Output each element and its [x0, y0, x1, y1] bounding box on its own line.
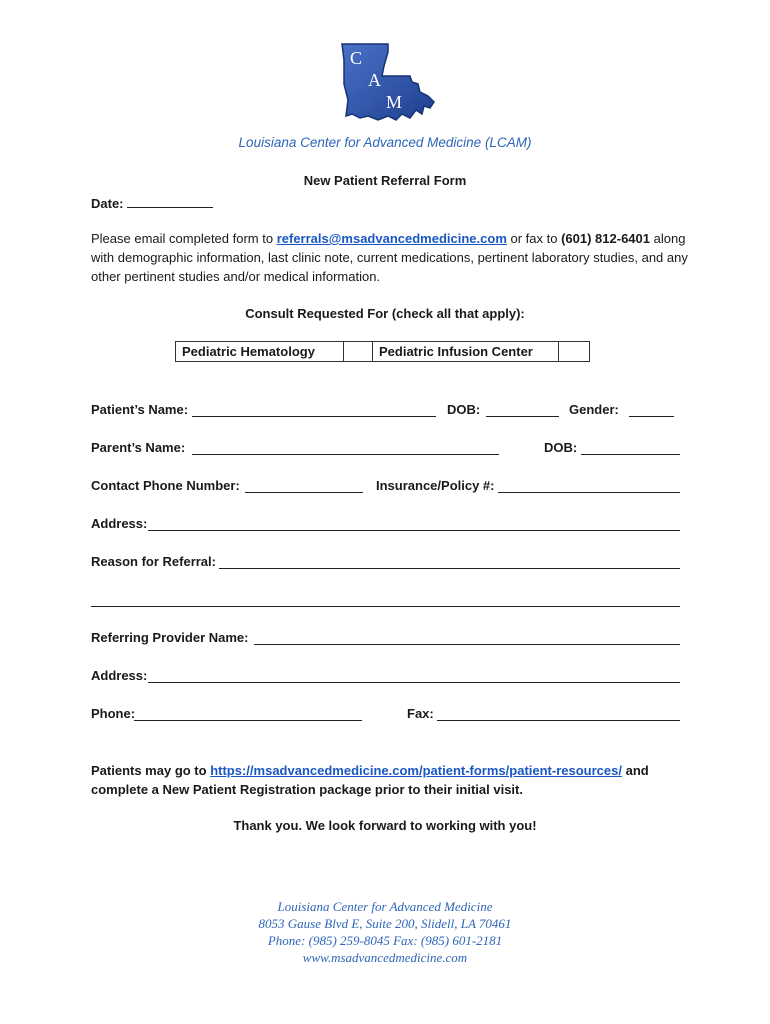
contact-row	[91, 478, 680, 496]
referring-provider-row	[91, 630, 680, 648]
contact-phone-label: Contact Phone Number:	[91, 478, 240, 493]
logo-letter-m: M	[386, 92, 403, 112]
date-field[interactable]	[91, 193, 213, 211]
intro-text-2: or fax to	[506, 231, 562, 246]
logo-letter-c: C	[350, 48, 363, 68]
footer-phone-fax: Phone: (985) 259-8045 Fax: (985) 601-2181	[267, 933, 503, 948]
phone-label: Phone:	[91, 706, 136, 721]
phone-input[interactable]	[134, 706, 362, 721]
footer	[0, 898, 770, 966]
parent-dob-label: DOB:	[544, 440, 578, 455]
phone-fax-row	[91, 706, 680, 724]
reason-input-line-2[interactable]	[91, 592, 680, 607]
provider-address-row	[91, 668, 680, 686]
footer-address: 8053 Gause Blvd E, Suite 200, Slidell, LA 70461	[258, 916, 512, 931]
option-label-infusion: Pediatric Infusion Center	[373, 342, 559, 362]
reason-row	[91, 554, 680, 572]
referring-provider-label: Referring Provider Name:	[91, 630, 249, 645]
logo-letter-a: A	[368, 70, 381, 90]
checkbox-hematology[interactable]	[344, 342, 373, 362]
date-label: Date:	[91, 196, 124, 211]
provider-address-input[interactable]	[148, 668, 680, 683]
address-input[interactable]	[148, 516, 680, 531]
insurance-input[interactable]	[498, 478, 680, 493]
gender-input[interactable]	[629, 402, 674, 417]
fax-number: (601) 812-6401	[561, 231, 650, 246]
referral-email-link[interactable]: referrals@msadvancedmedicine.com	[276, 231, 507, 246]
parent-name-input[interactable]	[192, 440, 499, 455]
parent-name-label: Parent’s Name:	[91, 440, 186, 455]
thank-you-message: Thank you. We look forward to working with you!	[233, 818, 537, 833]
cam-logo	[338, 40, 438, 124]
reason-input[interactable]	[219, 554, 680, 569]
footer-website[interactable]: www.msadvancedmedicine.com	[302, 950, 468, 965]
org-name: Louisiana Center for Advanced Medicine (LCAM)	[238, 135, 532, 150]
option-label-hematology: Pediatric Hematology	[176, 342, 344, 362]
consult-options-table	[175, 341, 590, 362]
intro-text-1: Please email completed form to	[91, 231, 277, 246]
patients-note-text-1: Patients may go to	[91, 763, 211, 778]
patient-dob-input[interactable]	[486, 402, 559, 417]
patient-name-row	[91, 402, 680, 420]
parent-name-row	[91, 440, 680, 458]
louisiana-map-icon	[338, 40, 438, 124]
form-title: New Patient Referral Form	[303, 173, 467, 188]
patients-note-text-2: and complete a New Patient Registration package prior to their initial visit.	[91, 763, 649, 797]
patients-note	[91, 761, 691, 799]
intro-text-3: along with demographic information, last clinic note, current medications, pertinent laboratory studies, and any other pertinent studies and/or medical information.	[91, 231, 688, 284]
date-input-line[interactable]	[127, 193, 213, 208]
patient-resources-link[interactable]: https://msadvancedmedicine.com/patient-forms/patient-resources/	[210, 763, 622, 778]
referring-provider-input[interactable]	[254, 630, 680, 645]
patient-name-input[interactable]	[192, 402, 436, 417]
patient-name-label: Patient’s Name:	[91, 402, 189, 417]
fax-input[interactable]	[437, 706, 680, 721]
gender-label: Gender:	[569, 402, 619, 417]
provider-address-label: Address:	[91, 668, 148, 683]
checkbox-infusion[interactable]	[559, 342, 590, 362]
insurance-label: Insurance/Policy #:	[376, 478, 495, 493]
reason-label: Reason for Referral:	[91, 554, 216, 569]
intro-paragraph	[91, 229, 691, 286]
patient-dob-label: DOB:	[447, 402, 481, 417]
footer-org-name: Louisiana Center for Advanced Medicine	[277, 899, 493, 914]
consult-heading: Consult Requested For (check all that apply):	[245, 306, 525, 321]
address-label: Address:	[91, 516, 148, 531]
address-row	[91, 516, 680, 534]
contact-phone-input[interactable]	[245, 478, 363, 493]
fax-label: Fax:	[407, 706, 434, 721]
parent-dob-input[interactable]	[581, 440, 680, 455]
